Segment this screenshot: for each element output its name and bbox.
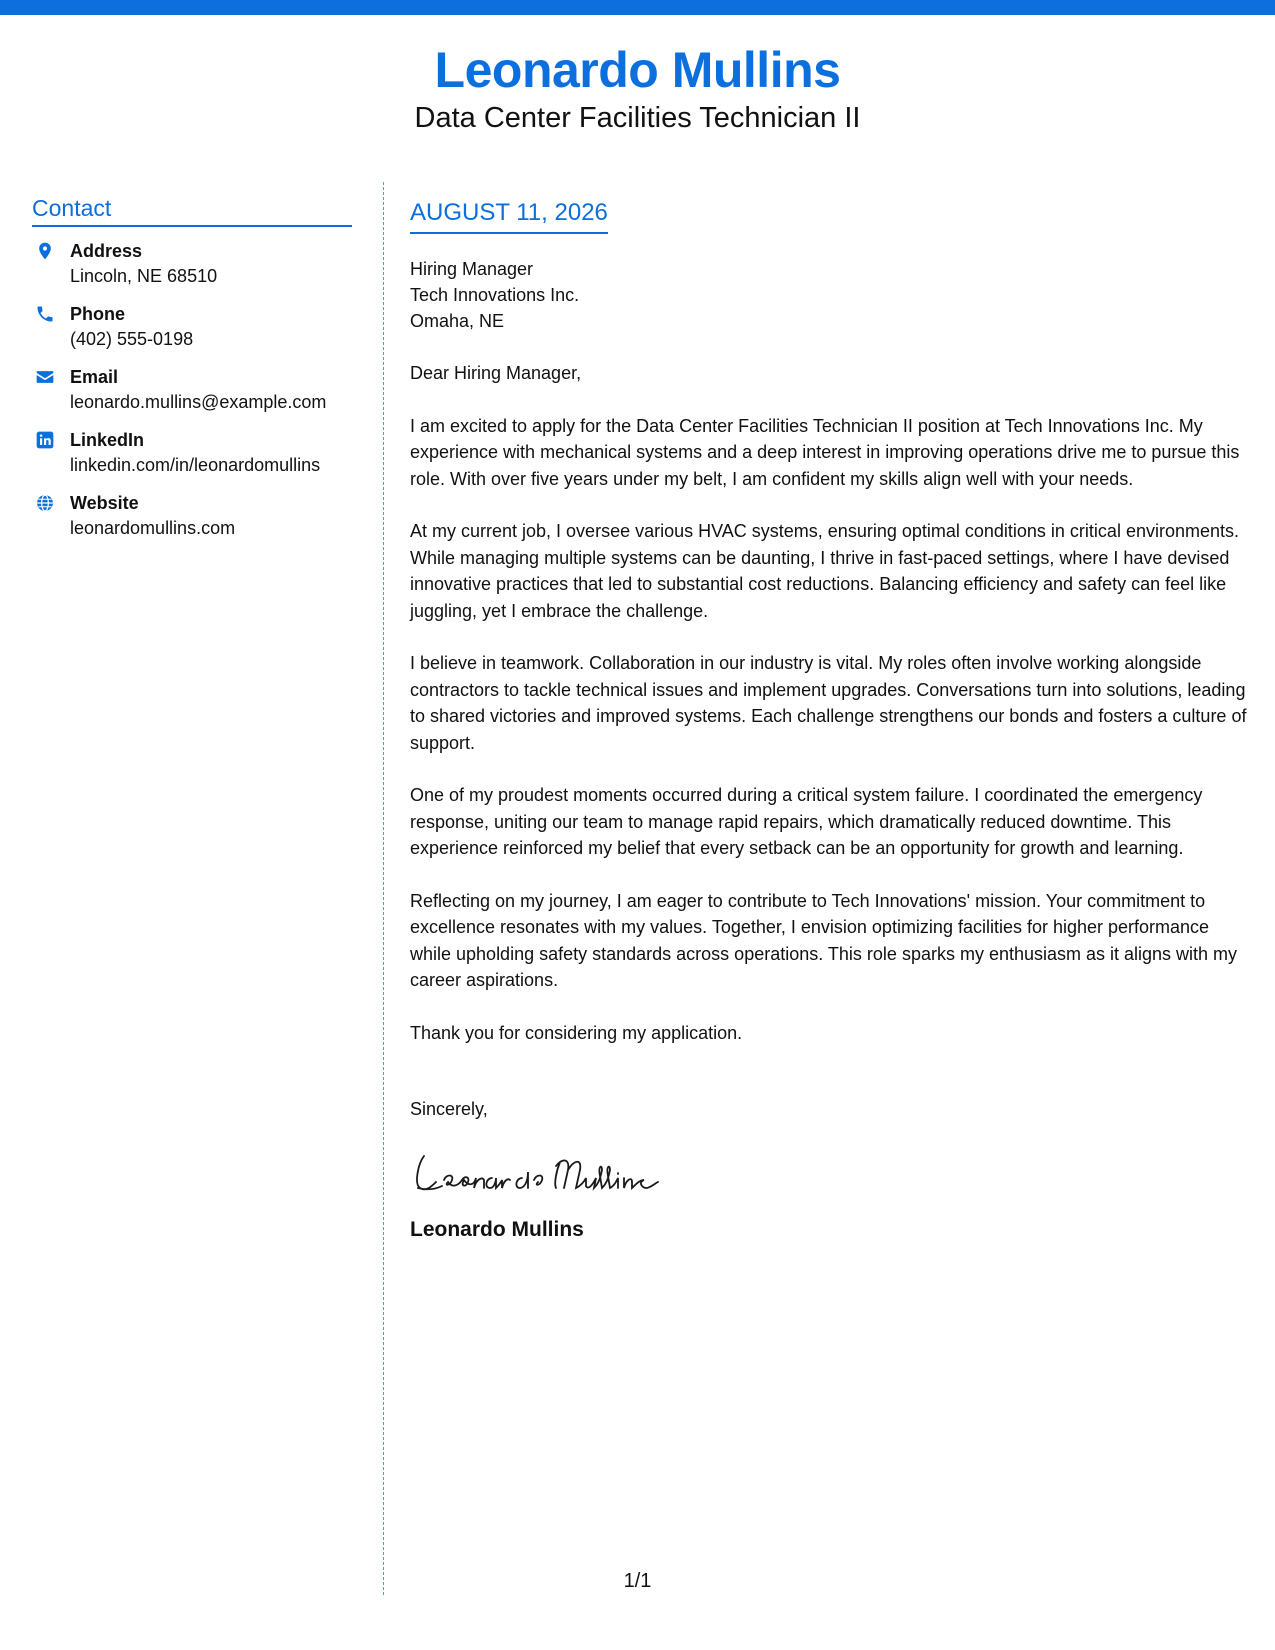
phone-icon: [35, 304, 55, 324]
recipient-line: Omaha, NE: [410, 311, 505, 331]
signature-image: [410, 1136, 680, 1206]
contact-heading: Contact: [32, 193, 352, 227]
signer-name: Leonardo Mullins: [410, 1218, 584, 1241]
page-number: 1/1: [623, 1570, 652, 1592]
recipient-block: [410, 256, 1250, 334]
globe-icon: [35, 493, 55, 513]
body-paragraph: At my current job, I oversee various HVAC systems, ensuring optimal conditions in critical environments. While managing multiple systems can be daunting, I thrive in fast-paced settings, where I have devised innovative practices that led to substantial cost reductions. Balancing efficiency and safety can feel like juggling, yet I embrace the challenge.: [410, 521, 1239, 621]
contact-value: leonardo.mullins@example.com: [70, 392, 327, 412]
header: [0, 40, 1275, 136]
contact-label: Email: [70, 367, 119, 387]
contact-item-email: [32, 365, 352, 428]
contact-label: LinkedIn: [70, 430, 145, 450]
contact-label: Address: [70, 241, 143, 261]
contact-value: (402) 555-0198: [70, 329, 194, 349]
body-paragraph: One of my proudest moments occurred during a critical system failure. I coordinated the emergency response, uniting our team to manage rapid repairs, which dramatically reduced downtime. This experience reinforced my belief that every setback can be an opportunity for growth and learning.: [410, 785, 1203, 858]
body-paragraph: Reflecting on my journey, I am eager to contribute to Tech Innovations' mission. Your commitment to excellence resonates with my values. Together, I envision optimizing facilities for higher performance while upholding safety standards across operations. This role sparks my enthusiasm as it aligns with my career aspirations.: [410, 890, 1238, 990]
body-paragraph: I am excited to apply for the Data Center Facilities Technician II position at Tech Innovations Inc. My experience with mechanical systems and a deep interest in improving operations drive me to pursue this role. With over five years under my belt, I am confident my skills align well with your needs.: [410, 415, 1240, 489]
location-pin-icon: [35, 241, 55, 261]
handwritten-signature: [410, 1136, 1250, 1206]
letter-body: [410, 198, 1250, 1244]
closing: Sincerely,: [410, 1099, 488, 1119]
contact-item-phone: [32, 302, 352, 365]
salutation: Dear Hiring Manager,: [410, 363, 582, 383]
contact-item-linkedin: [32, 428, 352, 491]
envelope-icon: [35, 367, 55, 387]
contact-label: Website: [70, 493, 139, 513]
letter-date: AUGUST 11, 2026: [410, 198, 608, 234]
contact-label: Phone: [70, 304, 126, 324]
contact-value: Lincoln, NE 68510: [70, 266, 218, 286]
contact-value: leonardomullins.com: [70, 518, 236, 538]
body-paragraph: I believe in teamwork. Collaboration in our industry is vital. My roles often involve working alongside contractors to tackle technical issues and implement upgrades. Conversations turn into solutions, leading to shared victories and improved systems. Each challenge strengthens our bonds and fosters a culture of support.: [410, 653, 1247, 753]
column-divider: [383, 182, 384, 1595]
recipient-line: Hiring Manager: [410, 259, 534, 279]
contact-list: [32, 239, 352, 554]
recipient-line: Tech Innovations Inc.: [410, 285, 580, 305]
top-accent-bar: [0, 0, 1275, 15]
body-paragraph: Thank you for considering my application.: [410, 1022, 743, 1043]
job-title: Data Center Facilities Technician II: [414, 102, 861, 134]
applicant-name: Leonardo Mullins: [434, 42, 841, 98]
linkedin-icon: [35, 430, 55, 450]
contact-sidebar: [32, 193, 352, 554]
contact-item-website: [32, 491, 352, 554]
contact-item-address: [32, 239, 352, 302]
contact-value: linkedin.com/in/leonardomullins: [70, 455, 321, 475]
